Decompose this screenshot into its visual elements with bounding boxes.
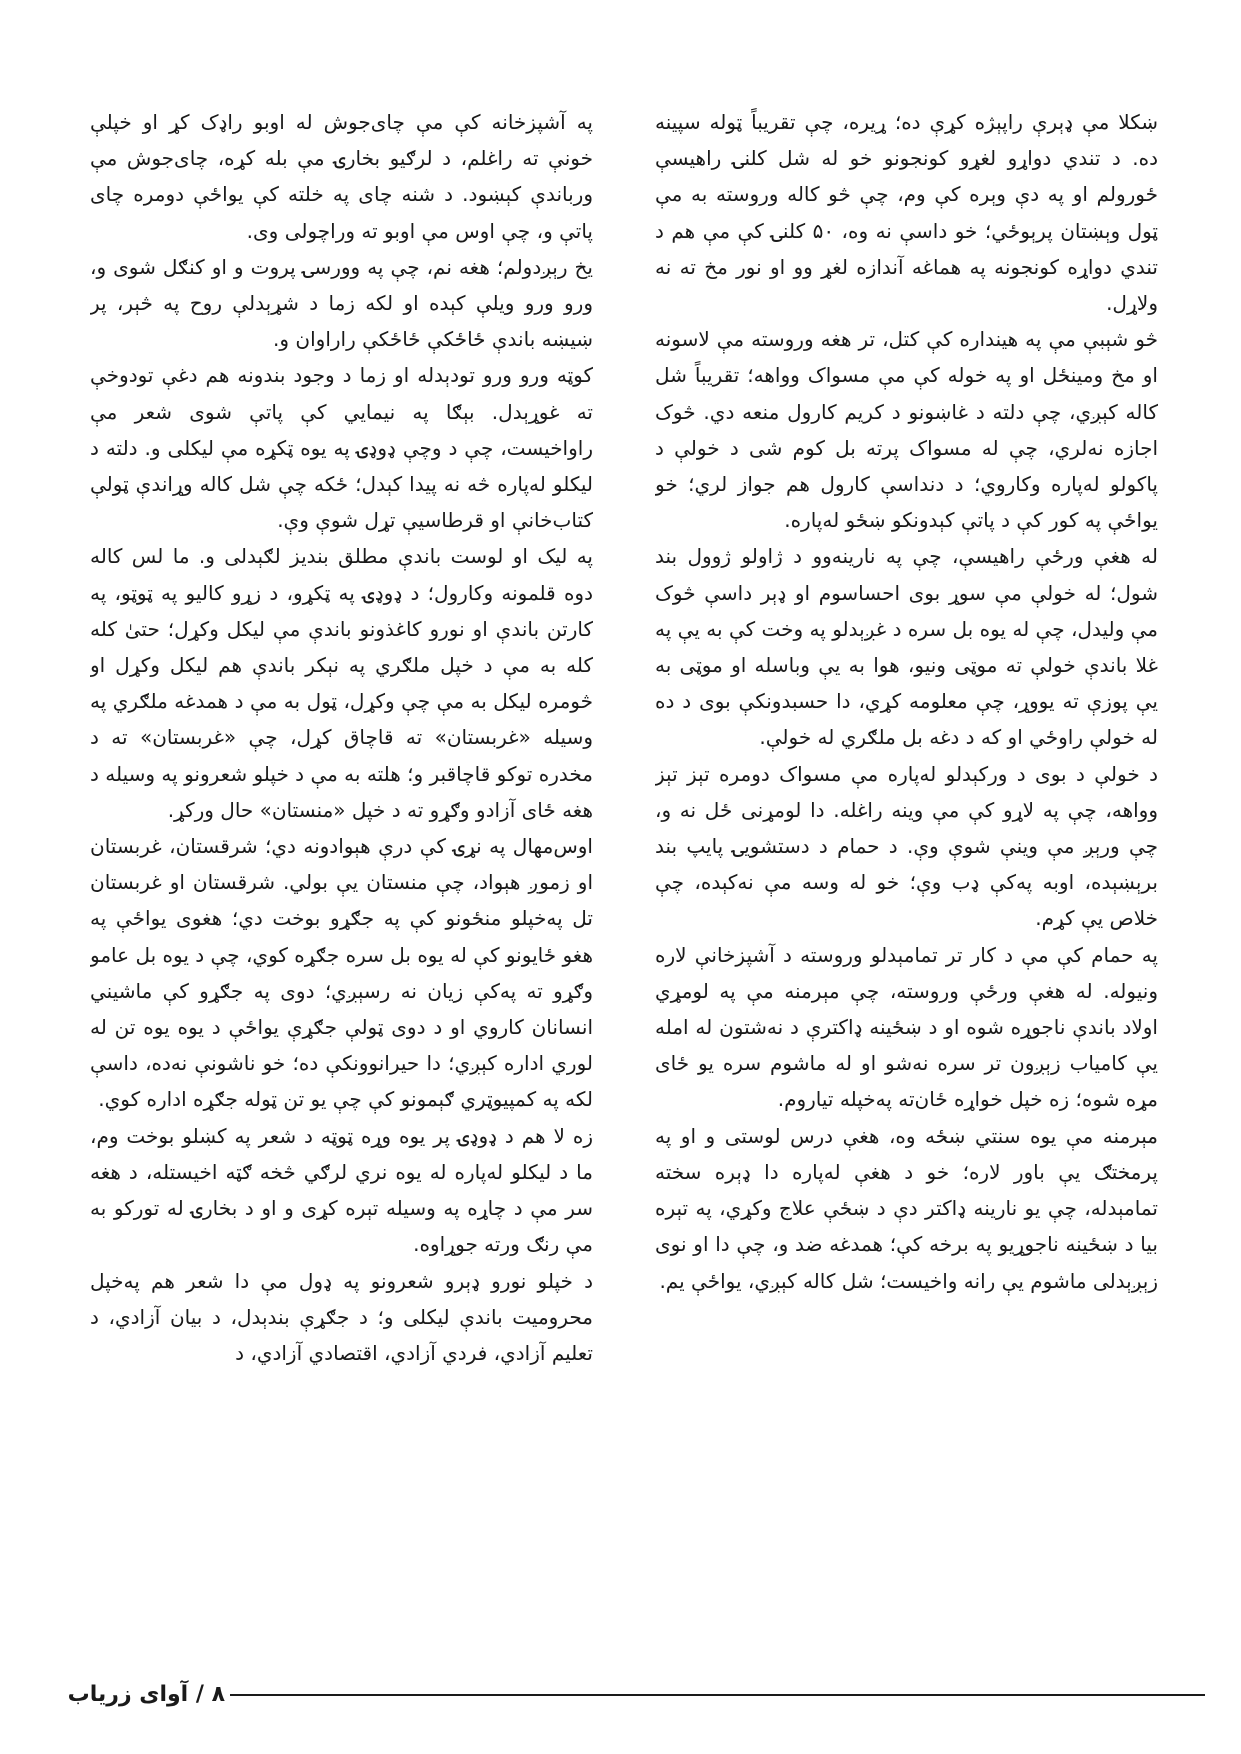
paragraph: د خولې د بوی د ورکېدلو له‌پاره مې مسواک دومره تېز تېز وواهه، چې په لاړو کې مې وینه راغله. دا لومړنی ځل نه و، چې ورېږ مې وینې شوې وې. د حمام د دستشویۍ پایپ بند برېښېده، اوبه په‌کې ډب وې؛ خو له وسه مې نه‌کېده، چې خلاص یې کړم. <box>655 761 1158 931</box>
text-column-right <box>655 104 1158 1659</box>
text-column-left <box>90 104 593 1659</box>
paragraph: په آشپزخانه کې مې چای‌جوش له اوبو راډک کړ او خپلې خونې ته راغلم، د لرګیو بخارۍ مې بله کړه، چای‌جوش مې ورباندې کېښود. د شنه چای په خلته کې یواځې دومره چای پاتې و، چې اوس مې اوبو ته وراچولی وی. <box>90 110 593 243</box>
paragraph: زه لا هم د ډوډۍ پر یوه وړه ټوټه د شعر په کښلو بوخت وم، ما د لیکلو له‌پاره له یوه نري لرګي څخه ګټه اخیستله، د هغه سر مې د چاړه په وسیله تېره کړی و او د بخارۍ له تورکو به مې رنګ ورته جوړاوه. <box>90 1123 593 1257</box>
paragraph: ښکلا مې ډېرې راپېژه کړې ده؛ ړیره، چې تقریباً ټوله سپینه ده. د تندي دواړو لغړو کونجونو خو له شل کلنۍ راهیسې ځورولم او په دې وېره کې وم، چې څو کاله وروسته به مې ټول وېښتان پرېوځي؛ خو داسې نه وه، ۵۰ کلنۍ کې مې هم د تندي دواړه کونجونه په هماغه آندازه لغړ وو او نور مخ ته نه ولاړل. <box>655 110 1158 316</box>
paragraph: د خپلو نورو ډېرو شعرونو په ډول مې دا شعر هم په‌خپل محرومیت باندې لیکلی و؛ د جګړې بندېدل، د بیان آزادي، د تعلیم آزادي، فردي آزادي، اقتصادي آزادي، د <box>90 1268 593 1365</box>
paragraph: څو شېبې مې په هینداره کې کتل، تر هغه وروسته مې لاسونه او مخ ومینځل او په خوله کې مې مسواک وواهه؛ تقریباً شل کاله کېږي، چې دلته د غاښونو د کریم کارول منعه دي. څوک اجازه نه‌لري، چې له مسواک پرته بل کوم شی د خولې د پاکولو له‌پاره وکاروي؛ د دنداسې کارول هم جواز لري؛ خو یواځې په کور کې د پاتې کېدونکو ښځو له‌پاره. <box>655 327 1158 533</box>
paragraph: په لیک او لوست باندې مطلق بندیز لګېدلی و. ما لس کاله دوه قلمونه وکارول؛ د ډوډۍ په ټکړو، د زړو کالیو په ټوټو، په کارتن باندې او نورو کاغذونو باندې مې لیکل وکړل؛ حتیٰ کله کله به مې د خپل ملګري په نېکر باندې هم لیکل وکړل او څومره لیکل به مې چې وکړل، ټول به مې د همدغه ملګري په وسیله «غربستان» ته قاچاق کړل، چې «غربستان» ته د مخدره توکو قاچاقبر و؛ هلته به مې د خپلو شعرونو په وسیله د هغه ځای آزادو وګړو ته د خپل «منستان» حال ورکړ. <box>90 544 593 822</box>
paragraph: په حمام کې مې د کار تر تمامېدلو وروسته د آشپزخانې لاره ونیوله. له هغې ورځې وروسته، چې مېرمنه مې په لومړي اولاد باندې ناجوړه شوه او د ښځینه ډاکترې د نه‌شتون له امله یې کامیاب زېږون تر سره نه‌شو او له ماشوم سره یو ځای مړه شوه؛ زه خپل خواړه ځان‌ته په‌خپله تیاروم. <box>655 942 1158 1112</box>
page-footer <box>30 1677 1210 1717</box>
paragraph: کوټه ورو ورو تودېدله او زما د وجود بندونه هم دغې تودوخې ته غوړېدل. بېګا په نیمایي کې پاتې شوی شعر مې راواخیست، چې د وچې ډوډۍ په یوه ټکړه مې لیکلی و. دلته د لیکلو له‌پاره څه نه پیدا کېدل؛ ځکه چې شل کاله وړاندې ټولې کتاب‌خانې او قرطاسیې تړل شوې وې. <box>90 363 593 533</box>
paragraph: مېرمنه مې یوه سنتي ښځه وه، هغې درس لوستی و او په پرمختګ یې باور لاره؛ خو د هغې له‌پاره دا ډېره سخته تمامېدله، چې یو نارینه ډاکتر دې د ښځې علاج وکړي، په تېره بیا د ښځینه ناجوړیو په برخه کې؛ همدغه ضد و، چې دا او نوی زېږېدلی ماشوم یې رانه واخیست؛ شل کاله کېږي، یواځې یم. <box>655 1123 1158 1293</box>
paragraph: اوس‌مهال په نړۍ کې درې هېوادونه دي؛ شرقستان، غربستان او زموږ هېواد، چې منستان یې بولي. شرقستان او غربستان تل په‌خپلو منځونو کې په جګړو بوخت دي؛ هغوی یواځې په هغو ځایونو کې له یوه بل سره جګړه کوي، چې د یوه بل عامو وګړو ته په‌کې زیان نه رسېږي؛ دوی په جګړو کې ماشیني انسانان کاروي او د دوی ټولې جګړې یواځې د یوه یوه تن له لوري اداره کېږي؛ دا حیرانوونکې ده؛ خو ناشونې نه‌ده، داسې لکه په کمپیوټري ګېمونو کې چې یو تن ټوله جګړه اداره کوي. <box>90 834 593 1112</box>
page-folio: ۸ / آوای زریاب <box>67 1682 225 1707</box>
paragraph: له هغې ورځې راهیسې، چې په نارینه‌وو د ژاولو ژوول بند شول؛ له خولې مې سوړ بوی احساسوم او ډېر داسې څوک مې ولیدل، چې له یوه بل سره د غږېدلو په وخت کې به یې په غلا باندې خولې ته موټی ونیو، هوا به یې وباسله او موټی به یې پوزې ته یووړ، چې معلومه کړي، دا حسبدونکې بوی د ده له خولې راوځي او که د دغه بل ملګري له خولې. <box>655 544 1158 750</box>
paragraph: یخ رېږدولم؛ هغه نم، چې په وورسۍ پروت و او کنګل شوی و، ورو ورو ویلې کېده او لکه زما د شړېدلې روح په څېر، پر ښیښه باندې ځاځکې ځاځکې راراوان و. <box>90 254 593 352</box>
footer-divider <box>230 1694 1205 1696</box>
